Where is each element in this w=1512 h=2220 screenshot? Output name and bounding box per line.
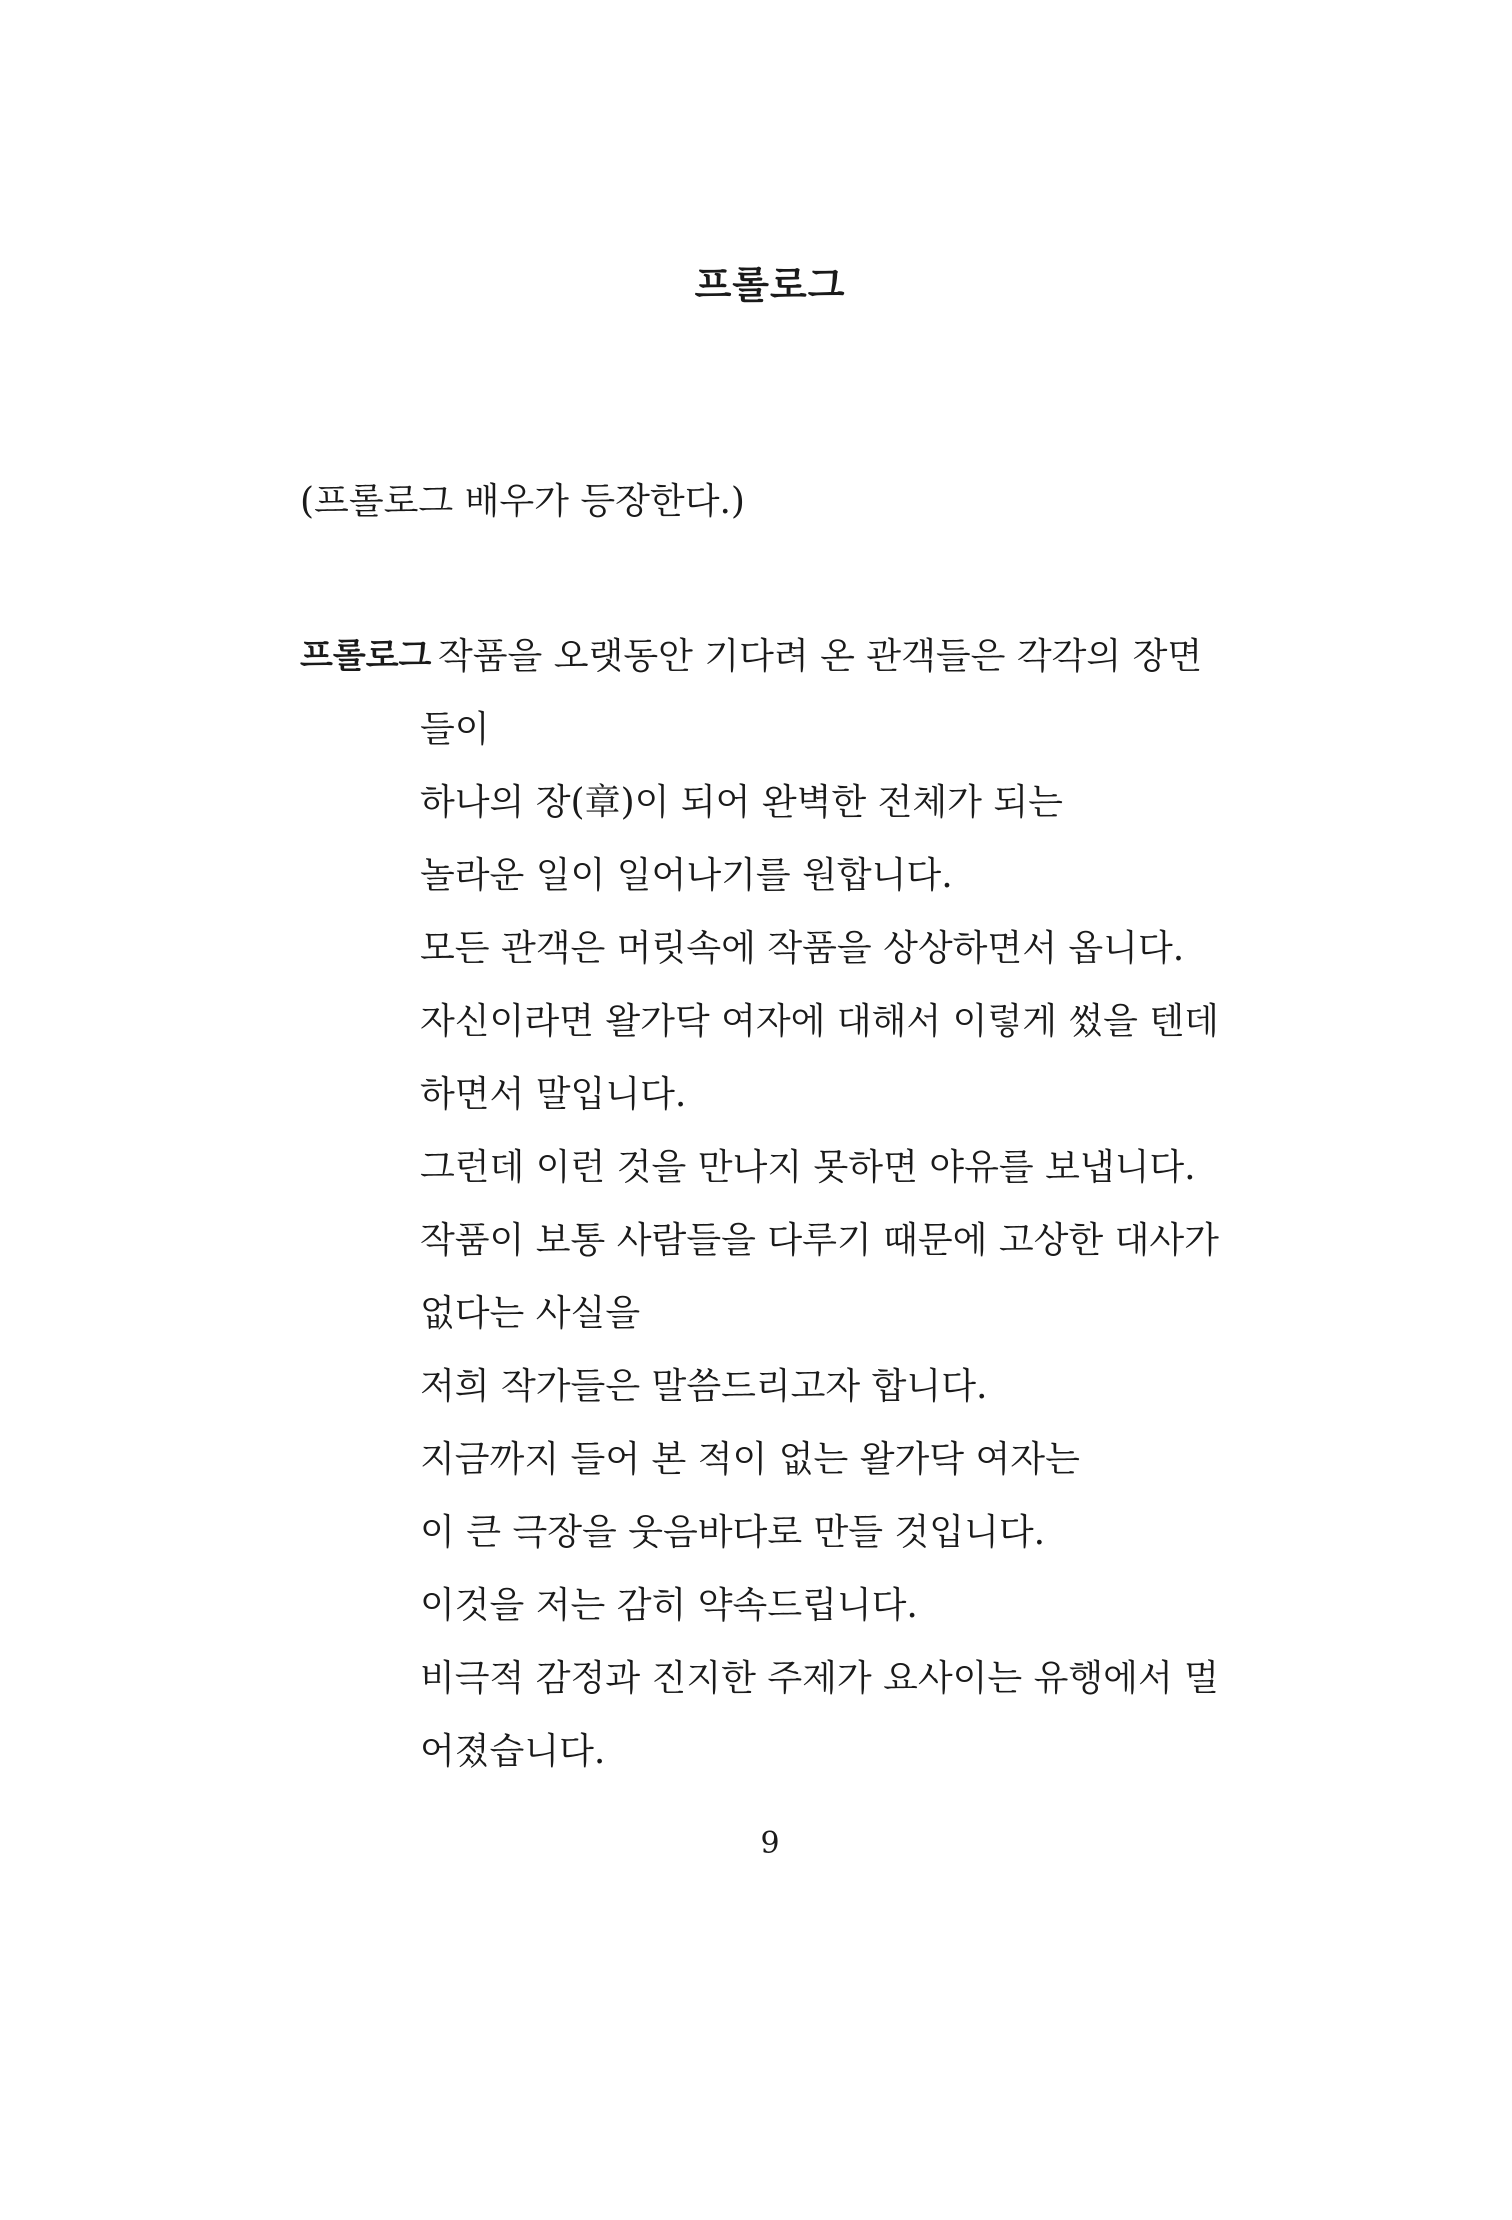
speech-line: 저희 작가들은 말씀드리고자 합니다.: [420, 1366, 988, 1407]
page-number: 9: [760, 1826, 780, 1861]
speech-line: 자신이라면 왈가닥 여자에 대해서 이렇게 썼을 텐데: [420, 1001, 1219, 1042]
speech-line: 모든 관객은 머릿속에 작품을 상상하면서 옵니다.: [420, 928, 1185, 969]
speech-block: [300, 620, 1260, 1788]
stage-direction: (프롤로그 배우가 등장한다.): [300, 481, 745, 522]
page-title: 프롤로그: [694, 263, 846, 307]
speech-line: 어졌습니다.: [420, 1731, 606, 1772]
speech-first-row: [300, 620, 1260, 693]
speech-line: 작품이 보통 사람들을 다루기 때문에 고상한 대사가: [420, 1220, 1219, 1261]
speaker-name: 프롤로그: [300, 636, 432, 676]
speech-line: 그런데 이런 것을 만나지 못하면 야유를 보냅니다.: [420, 1147, 1196, 1188]
speech-line: 작품을 오랫동안 기다려 온 관객들은 각각의 장면: [438, 636, 1203, 677]
speech-continuation: [420, 693, 1260, 1788]
speech-line: 이 큰 극장을 웃음바다로 만들 것입니다.: [420, 1512, 1046, 1553]
speech-line: 비극적 감정과 진지한 주제가 요사이는 유행에서 멀: [420, 1658, 1219, 1699]
speech-line: 없다는 사실을: [420, 1293, 641, 1334]
speech-line: 놀라운 일이 일어나기를 원합니다.: [420, 855, 953, 896]
speech-line: 이것을 저는 감히 약속드립니다.: [420, 1585, 918, 1626]
speech-line: 지금까지 들어 본 적이 없는 왈가닥 여자는: [420, 1439, 1080, 1480]
speech-line: 들이: [420, 709, 490, 750]
speech-line: 하면서 말입니다.: [420, 1074, 687, 1115]
speech-line: 하나의 장(章)이 되어 완벽한 전체가 되는: [420, 782, 1063, 823]
